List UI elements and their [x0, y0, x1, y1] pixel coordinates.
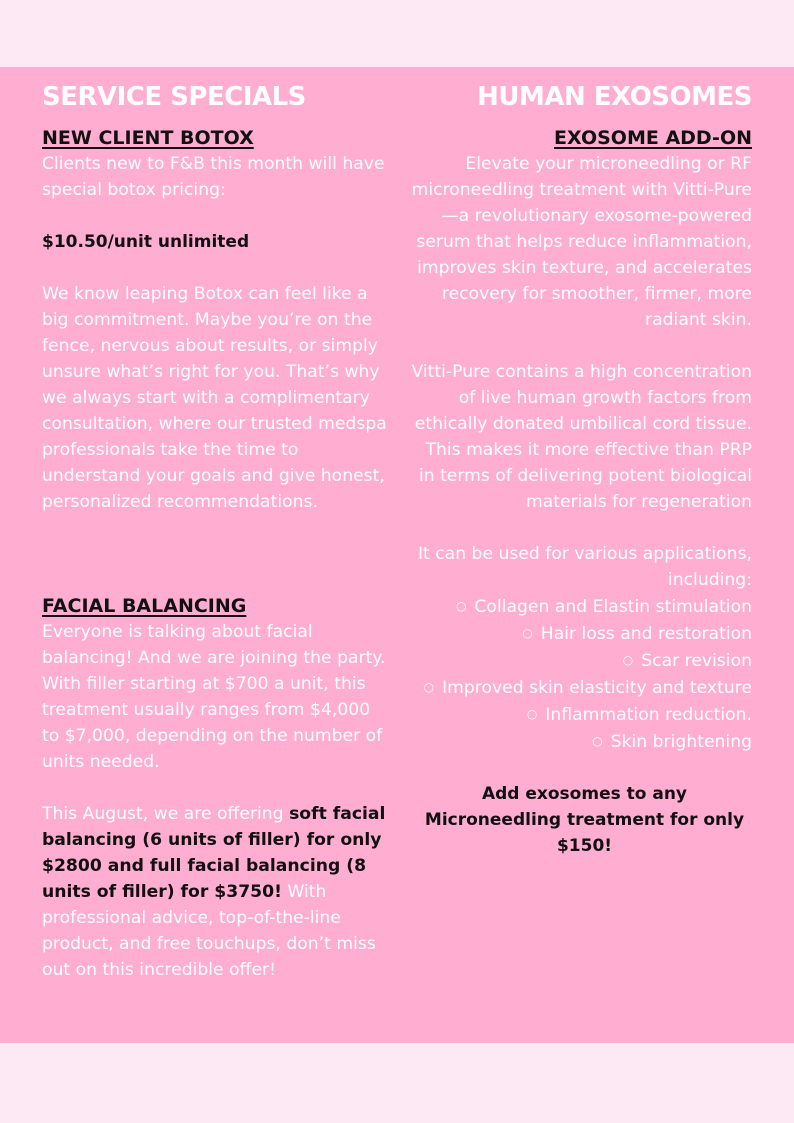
facial-balancing-title: FACIAL BALANCING: [42, 595, 247, 617]
list-item: ○ Inflammation reduction.: [526, 705, 752, 725]
service-specials-column: [42, 67, 387, 983]
offer-tail: With professional advice, top-of-the-line product, and free touchups, don’t miss out on this incredible offer!: [42, 882, 376, 980]
new-client-botox-title: NEW CLIENT BOTOX: [42, 127, 254, 149]
exosome-cta: Add exosomes to any Microneedling treatment for only $150!: [424, 784, 745, 856]
exosome-intro: Elevate your microneedling or RF microneedling treatment with Vitti-Pure—a revolutionary exosome-powered serum that helps reduce inflammation, improves skin texture, and accelerates recovery for smoother, firmer, more radiant skin.: [411, 154, 752, 330]
circle-bullet-icon: ○: [455, 599, 467, 613]
list-item: ○ Hair loss and restoration: [522, 624, 752, 644]
human-exosomes-heading: HUMAN EXOSOMES: [477, 82, 752, 112]
list-item: ○ Scar revision: [622, 651, 752, 671]
content-band: [0, 67, 794, 1043]
circle-bullet-icon: ○: [526, 707, 538, 721]
circle-bullet-icon: ○: [423, 680, 435, 694]
botox-intro: Clients new to F&B this month will have special botox pricing:: [42, 154, 385, 200]
human-exosomes-column: [405, 67, 752, 859]
facial-balancing-offer: [42, 801, 387, 983]
applications-list: [405, 593, 752, 755]
service-specials-heading: SERVICE SPECIALS: [42, 82, 306, 112]
list-item: ○ Skin brightening: [592, 732, 752, 752]
circle-bullet-icon: ○: [592, 734, 603, 748]
list-item: ○ Improved skin elasticity and texture: [423, 678, 752, 698]
exosome-add-on-title: EXOSOME ADD-ON: [554, 127, 752, 149]
list-item: ○ Collagen and Elastin stimulation: [455, 597, 752, 617]
offer-highlight: soft facial balancing (6 units of filler) for only $2800 and full facial balancing (8 units of filler) for $3750!: [42, 804, 386, 902]
botox-body: We know leaping Botox can feel like a big commitment. Maybe you’re on the fence, nervous about results, or simply unsure what’s right for you. That’s why we always start with a complimentary consultation, where our trusted medspa professionals take the time to understand your goals and give honest, personalized recommendations.: [42, 284, 387, 512]
circle-bullet-icon: ○: [522, 626, 533, 640]
circle-bullet-icon: ○: [622, 653, 634, 667]
facial-balancing-body: Everyone is talking about facial balancing! And we are joining the party. With filler starting at $700 a unit, this treatment usually ranges from $4,000 to $7,000, depending on the number of units needed.: [42, 622, 386, 772]
applications-intro: It can be used for various applications, including:: [417, 544, 752, 590]
botox-price: $10.50/unit unlimited: [42, 232, 250, 252]
vitti-pure-description: Vitti-Pure contains a high concentration of live human growth factors from ethically donated umbilical cord tissue. This makes it more effective than PRP in terms of delivering potent biological materials for regeneration: [411, 362, 752, 512]
offer-lead: This August, we are offering: [42, 804, 290, 824]
